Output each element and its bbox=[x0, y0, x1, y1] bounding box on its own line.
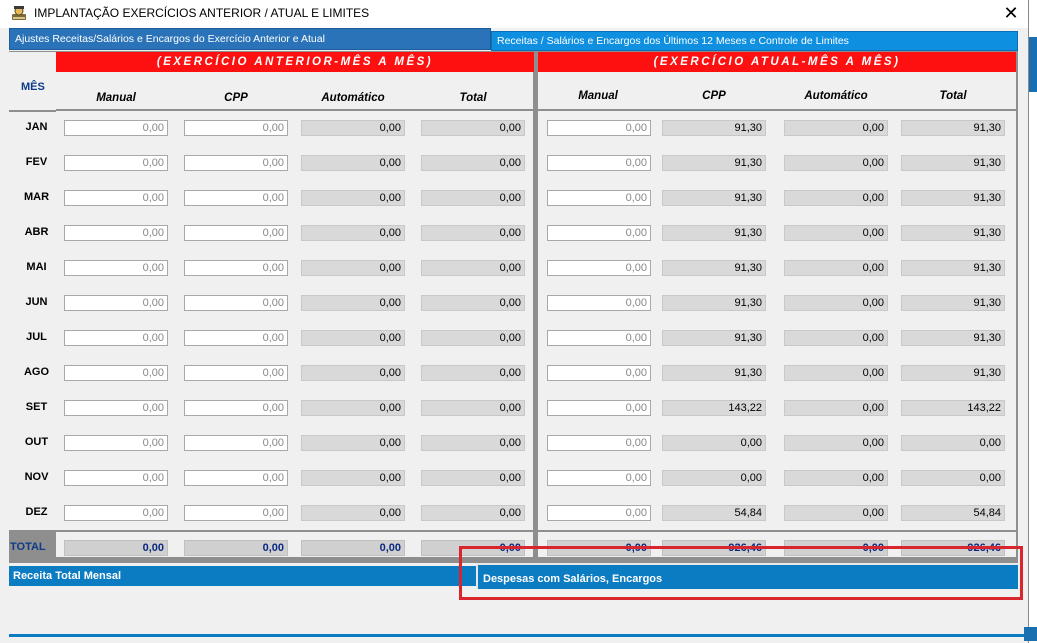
prev-total-cell: 0,00 bbox=[421, 190, 525, 206]
prev-manual-cell[interactable]: 0,00 bbox=[64, 505, 168, 521]
month-label: DEZ bbox=[25, 506, 48, 518]
background-button bbox=[1024, 627, 1037, 641]
curr-manual-cell[interactable]: 0,00 bbox=[547, 190, 651, 206]
despesas-salarios-encargos-bar[interactable]: Despesas com Salários, Encargos bbox=[476, 563, 1018, 589]
curr-total-cell: 91,30 bbox=[901, 365, 1005, 381]
month-column bbox=[9, 112, 56, 530]
curr-total-cell: 91,30 bbox=[901, 330, 1005, 346]
month-label: JAN bbox=[25, 121, 48, 133]
month-header: MÊS bbox=[21, 81, 45, 93]
prev-automtico-cell: 0,00 bbox=[301, 260, 405, 276]
curr-cpp-cell: 91,30 bbox=[662, 190, 766, 206]
month-label: FEV bbox=[25, 156, 48, 168]
prev-cpp-cell[interactable]: 0,00 bbox=[184, 435, 288, 451]
total-label: TOTAL bbox=[10, 541, 46, 553]
month-label: JUN bbox=[25, 296, 48, 308]
prev-cpp-cell[interactable]: 0,00 bbox=[184, 155, 288, 171]
prev-total-cell: 0,00 bbox=[421, 260, 525, 276]
curr-automtico-cell: 0,00 bbox=[784, 260, 888, 276]
prev-total-cell: 0,00 bbox=[421, 155, 525, 171]
prev-manual-cell[interactable]: 0,00 bbox=[64, 435, 168, 451]
highlight-box bbox=[459, 546, 1023, 600]
curr-automtico-cell: 0,00 bbox=[784, 120, 888, 136]
prev-total-cell: 0,00 bbox=[421, 505, 525, 521]
prev-manual-cell[interactable]: 0,00 bbox=[64, 365, 168, 381]
prev-total-cell: 0,00 bbox=[421, 540, 525, 556]
curr-manual-cell[interactable]: 0,00 bbox=[547, 155, 651, 171]
prev-automtico-cell: 0,00 bbox=[301, 470, 405, 486]
curr-manual-cell[interactable]: 0,00 bbox=[547, 435, 651, 451]
curr-automtico-cell: 0,00 bbox=[784, 295, 888, 311]
prev-manual-cell[interactable]: 0,00 bbox=[64, 400, 168, 416]
prev-automtico-cell: 0,00 bbox=[301, 295, 405, 311]
month-label: NOV bbox=[24, 471, 49, 483]
curr-total-cell: 0,00 bbox=[547, 540, 651, 556]
month-label: MAR bbox=[23, 191, 50, 203]
month-header-cell bbox=[9, 52, 56, 110]
prev-automtico-cell: 0,00 bbox=[301, 190, 405, 206]
prev-total-cell: 0,00 bbox=[421, 400, 525, 416]
month-label: AGO bbox=[23, 366, 50, 378]
curr-cpp-cell: 143,22 bbox=[662, 400, 766, 416]
tab-ultimos-12-meses[interactable]: Receitas / Salários e Encargos dos Últimos 12 Meses e Controle de Limites bbox=[491, 31, 1018, 51]
tab-ajustes-exercicio[interactable]: Ajustes Receitas/Salários e Encargos do Exercício Anterior e Atual bbox=[9, 28, 491, 50]
prev-automtico-cell: 0,00 bbox=[301, 155, 405, 171]
column-header-curr-0: Manual bbox=[578, 90, 618, 102]
curr-total-cell: 91,30 bbox=[901, 120, 1005, 136]
prev-manual-cell[interactable]: 0,00 bbox=[64, 190, 168, 206]
curr-cpp-cell: 0,00 bbox=[662, 435, 766, 451]
receita-total-mensal-bar[interactable]: Receita Total Mensal bbox=[9, 566, 476, 586]
curr-total-cell: 91,30 bbox=[901, 295, 1005, 311]
background-app-edge bbox=[1029, 37, 1037, 92]
prev-total-cell: 0,00 bbox=[421, 365, 525, 381]
prev-manual-cell[interactable]: 0,00 bbox=[64, 470, 168, 486]
curr-cpp-cell: 91,30 bbox=[662, 295, 766, 311]
prev-total-cell: 0,00 bbox=[184, 540, 288, 556]
prev-total-cell: 0,00 bbox=[421, 330, 525, 346]
prev-automtico-cell: 0,00 bbox=[301, 330, 405, 346]
curr-manual-cell[interactable]: 0,00 bbox=[547, 400, 651, 416]
curr-manual-cell[interactable]: 0,00 bbox=[547, 120, 651, 136]
prev-automtico-cell: 0,00 bbox=[301, 400, 405, 416]
current-year-title: (EXERCÍCIO ATUAL-MÊS A MÊS) bbox=[538, 52, 1016, 72]
month-label: SET bbox=[25, 401, 48, 413]
header-divider-prev bbox=[56, 109, 534, 111]
curr-cpp-cell: 91,30 bbox=[662, 365, 766, 381]
column-header-prev-3: Total bbox=[459, 92, 487, 104]
prev-total-cell: 0,00 bbox=[421, 120, 525, 136]
prev-cpp-cell[interactable]: 0,00 bbox=[184, 365, 288, 381]
curr-manual-cell[interactable]: 0,00 bbox=[547, 225, 651, 241]
curr-automtico-cell: 0,00 bbox=[784, 505, 888, 521]
prev-total-cell: 0,00 bbox=[421, 295, 525, 311]
prev-automtico-cell: 0,00 bbox=[301, 435, 405, 451]
prev-total-cell: 0,00 bbox=[421, 470, 525, 486]
column-header-prev-2: Automático bbox=[321, 92, 385, 104]
curr-cpp-cell: 91,30 bbox=[662, 120, 766, 136]
background-strip bbox=[1029, 0, 1037, 643]
prev-manual-cell[interactable]: 0,00 bbox=[64, 330, 168, 346]
header-divider-curr bbox=[538, 109, 1016, 111]
column-header-curr-3: Total bbox=[939, 90, 967, 102]
window-title: IMPLANTAÇÃO EXERCÍCIOS ANTERIOR / ATUAL E LIMITES bbox=[34, 6, 370, 20]
curr-total-cell: 54,84 bbox=[901, 505, 1005, 521]
prev-manual-cell[interactable]: 0,00 bbox=[64, 295, 168, 311]
curr-manual-cell[interactable]: 0,00 bbox=[547, 330, 651, 346]
curr-cpp-cell: 91,30 bbox=[662, 155, 766, 171]
curr-total-cell: 91,30 bbox=[901, 155, 1005, 171]
prev-cpp-cell[interactable]: 0,00 bbox=[184, 400, 288, 416]
curr-manual-cell[interactable]: 0,00 bbox=[547, 365, 651, 381]
prev-cpp-cell[interactable]: 0,00 bbox=[184, 295, 288, 311]
prev-manual-cell[interactable]: 0,00 bbox=[64, 260, 168, 276]
prev-total-cell: 0,00 bbox=[421, 435, 525, 451]
prev-total-cell: 0,00 bbox=[64, 540, 168, 556]
column-header-prev-0: Manual bbox=[96, 92, 136, 104]
curr-total-cell: 0,00 bbox=[784, 540, 888, 556]
curr-total-cell: 91,30 bbox=[901, 190, 1005, 206]
curr-cpp-cell: 91,30 bbox=[662, 330, 766, 346]
curr-automtico-cell: 0,00 bbox=[784, 190, 888, 206]
curr-cpp-cell: 54,84 bbox=[662, 505, 766, 521]
column-header-curr-1: CPP bbox=[702, 90, 726, 102]
curr-automtico-cell: 0,00 bbox=[784, 225, 888, 241]
month-label: JUL bbox=[26, 331, 47, 343]
curr-total-cell: 926,46 bbox=[901, 540, 1005, 556]
prev-total-cell: 0,00 bbox=[301, 540, 405, 556]
prev-cpp-cell[interactable]: 0,00 bbox=[184, 330, 288, 346]
curr-manual-cell[interactable]: 0,00 bbox=[547, 470, 651, 486]
curr-total-cell: 143,22 bbox=[901, 400, 1005, 416]
total-divider bbox=[9, 530, 1018, 532]
column-header-curr-2: Automático bbox=[804, 90, 868, 102]
prev-manual-cell[interactable]: 0,00 bbox=[64, 120, 168, 136]
month-label: MAI bbox=[26, 261, 47, 273]
month-label: OUT bbox=[24, 436, 49, 448]
curr-automtico-cell: 0,00 bbox=[784, 400, 888, 416]
curr-total-cell: 926,46 bbox=[662, 540, 766, 556]
curr-automtico-cell: 0,00 bbox=[784, 365, 888, 381]
status-line bbox=[9, 634, 1028, 637]
prev-automtico-cell: 0,00 bbox=[301, 365, 405, 381]
curr-manual-cell[interactable]: 0,00 bbox=[547, 295, 651, 311]
curr-total-cell: 0,00 bbox=[901, 470, 1005, 486]
prev-cpp-cell[interactable]: 0,00 bbox=[184, 470, 288, 486]
close-button[interactable]: ✕ bbox=[1003, 3, 1019, 23]
prev-manual-cell[interactable]: 0,00 bbox=[64, 225, 168, 241]
column-header-prev-1: CPP bbox=[224, 92, 248, 104]
prev-cpp-cell[interactable]: 0,00 bbox=[184, 225, 288, 241]
curr-total-cell: 91,30 bbox=[901, 260, 1005, 276]
prev-total-cell: 0,00 bbox=[421, 225, 525, 241]
curr-cpp-cell: 0,00 bbox=[662, 470, 766, 486]
curr-automtico-cell: 0,00 bbox=[784, 330, 888, 346]
month-label: ABR bbox=[24, 226, 49, 238]
prev-cpp-cell[interactable]: 0,00 bbox=[184, 120, 288, 136]
prev-manual-cell[interactable]: 0,00 bbox=[64, 155, 168, 171]
curr-total-cell: 0,00 bbox=[901, 435, 1005, 451]
prev-cpp-cell[interactable]: 0,00 bbox=[184, 190, 288, 206]
curr-automtico-cell: 0,00 bbox=[784, 470, 888, 486]
prev-cpp-cell[interactable]: 0,00 bbox=[184, 260, 288, 276]
app-user-icon bbox=[11, 5, 27, 21]
prev-cpp-cell[interactable]: 0,00 bbox=[184, 505, 288, 521]
prev-automtico-cell: 0,00 bbox=[301, 505, 405, 521]
curr-cpp-cell: 91,30 bbox=[662, 260, 766, 276]
curr-cpp-cell: 91,30 bbox=[662, 225, 766, 241]
prev-automtico-cell: 0,00 bbox=[301, 225, 405, 241]
curr-automtico-cell: 0,00 bbox=[784, 155, 888, 171]
prev-automtico-cell: 0,00 bbox=[301, 120, 405, 136]
previous-year-title: (EXERCÍCIO ANTERIOR-MÊS A MÊS) bbox=[56, 52, 534, 72]
curr-manual-cell[interactable]: 0,00 bbox=[547, 260, 651, 276]
curr-automtico-cell: 0,00 bbox=[784, 435, 888, 451]
curr-manual-cell[interactable]: 0,00 bbox=[547, 505, 651, 521]
curr-total-cell: 91,30 bbox=[901, 225, 1005, 241]
